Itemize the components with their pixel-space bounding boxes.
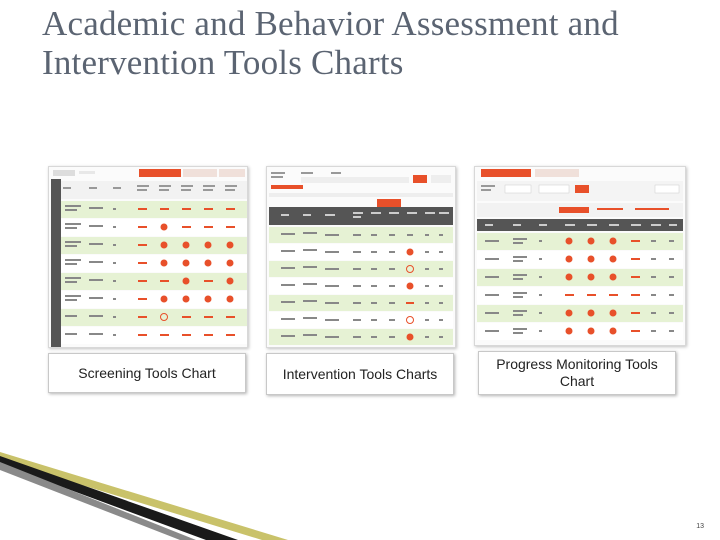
screening-chart-caption-text: Screening Tools Chart bbox=[78, 364, 216, 381]
intervention-chart-caption-text: Intervention Tools Charts bbox=[282, 365, 438, 382]
decorative-swoosh-icon bbox=[0, 450, 720, 540]
intervention-chart-thumbnail bbox=[266, 166, 456, 348]
progress-monitoring-chart-caption bbox=[478, 351, 676, 395]
progress-monitoring-chart-thumbnail bbox=[474, 166, 686, 346]
screening-chart-thumbnail bbox=[48, 166, 248, 348]
progress-monitoring-chart-screenshot-icon bbox=[475, 167, 685, 345]
intervention-chart-screenshot-icon bbox=[267, 167, 455, 347]
progress-monitoring-chart-caption-text: Progress Monitoring Tools Chart bbox=[496, 356, 658, 389]
page-number: 13 bbox=[696, 523, 704, 530]
screening-chart-screenshot-icon bbox=[49, 167, 247, 347]
screening-chart-caption bbox=[48, 353, 246, 393]
intervention-chart-caption bbox=[266, 353, 454, 395]
slide-title: Academic and Behavior Assessment and Intervention Tools Charts bbox=[42, 4, 619, 82]
